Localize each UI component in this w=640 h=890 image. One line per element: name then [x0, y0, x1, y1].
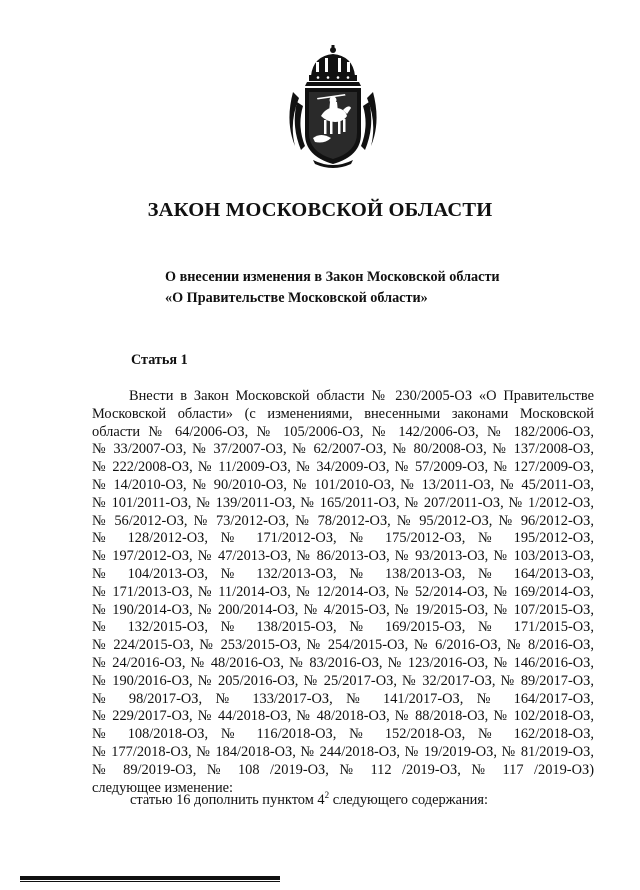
body-line: Московской области» (с изменениями, внесенными законами Московской: [92, 405, 594, 422]
body-line: № 33/2007-ОЗ, № 37/2007-ОЗ, № 62/2007-ОЗ, № 80/2008-ОЗ, № 137/2008-ОЗ,: [92, 441, 594, 458]
moscow-oblast-coat-of-arms-icon: [283, 42, 383, 170]
body-line: № 98/2017-ОЗ, № 133/2017-ОЗ, № 141/2017-ОЗ, № 164/2017-ОЗ,: [92, 690, 594, 707]
body-line: области № 64/2006-ОЗ, № 105/2006-ОЗ, № 142/2006-ОЗ, № 182/2006-ОЗ,: [92, 423, 594, 440]
body-line: № 222/2008-ОЗ, № 11/2009-ОЗ, № 34/2009-ОЗ, № 57/2009-ОЗ, № 127/2009-ОЗ,: [92, 459, 594, 476]
body-line: № 229/2017-ОЗ, № 44/2018-ОЗ, № 48/2018-ОЗ, № 88/2018-ОЗ, № 102/2018-ОЗ,: [92, 708, 594, 725]
subtitle-line-1: О внесении изменения в Закон Московской области: [165, 269, 500, 285]
body-line: № 132/2015-ОЗ, № 138/2015-ОЗ, № 169/2015-ОЗ, № 171/2015-ОЗ,: [92, 619, 594, 636]
article-body: [92, 388, 594, 797]
body-line: № 197/2012-ОЗ, № 47/2013-ОЗ, № 86/2013-ОЗ, № 93/2013-ОЗ, № 103/2013-ОЗ,: [92, 548, 594, 565]
body-line: № 171/2013-ОЗ, № 11/2014-ОЗ, № 12/2014-ОЗ, № 52/2014-ОЗ, № 169/2014-ОЗ,: [92, 583, 594, 600]
body-line: Внести в Закон Московской области № 230/2005-ОЗ «О Правительстве: [129, 388, 594, 404]
body-line: № 89/2019-ОЗ, № 108 /2019-ОЗ, № 112 /2019-ОЗ, № 117 /2019-ОЗ): [92, 761, 594, 778]
amendment-tail: следующего содержания:: [329, 791, 488, 808]
footer-rule: [20, 876, 280, 880]
body-line: № 190/2016-ОЗ, № 205/2016-ОЗ, № 25/2017-ОЗ, № 32/2017-ОЗ, № 89/2017-ОЗ,: [92, 672, 594, 689]
amendment-paragraph: [130, 790, 488, 809]
article-heading: Статья 1: [131, 352, 188, 368]
body-line: № 224/2015-ОЗ, № 253/2015-ОЗ, № 254/2015-ОЗ, № 6/2016-ОЗ, № 8/2016-ОЗ,: [92, 637, 594, 654]
body-line: № 101/2011-ОЗ, № 139/2011-ОЗ, № 165/2011-ОЗ, № 207/2011-ОЗ, № 1/2012-ОЗ,: [92, 494, 594, 511]
body-line: следующее изменение:: [92, 779, 234, 796]
law-subtitle: [165, 267, 605, 309]
body-line: № 14/2010-ОЗ, № 90/2010-ОЗ, № 101/2010-ОЗ, № 13/2011-ОЗ, № 45/2011-ОЗ,: [92, 476, 594, 493]
amendment-text: статью 16 дополнить пунктом 4: [130, 791, 325, 808]
amendment-superscript: 2: [324, 790, 330, 800]
body-line: № 128/2012-ОЗ, № 171/2012-ОЗ, № 175/2012-ОЗ, № 195/2012-ОЗ,: [92, 530, 594, 547]
document-title: ЗАКОН МОСКОВСКОЙ ОБЛАСТИ: [147, 199, 493, 221]
body-line: № 24/2016-ОЗ, № 48/2016-ОЗ, № 83/2016-ОЗ, № 123/2016-ОЗ, № 146/2016-ОЗ,: [92, 654, 594, 671]
footer-rule-thin: [20, 881, 280, 882]
body-line: № 190/2014-ОЗ, № 200/2014-ОЗ, № 4/2015-ОЗ, № 19/2015-ОЗ, № 107/2015-ОЗ,: [92, 601, 594, 618]
body-line: № 56/2012-ОЗ, № 73/2012-ОЗ, № 78/2012-ОЗ, № 95/2012-ОЗ, № 96/2012-ОЗ,: [92, 512, 594, 529]
subtitle-line-2: «О Правительстве Московской области»: [165, 290, 428, 306]
body-line: № 108/2018-ОЗ, № 116/2018-ОЗ, № 152/2018-ОЗ, № 162/2018-ОЗ,: [92, 726, 594, 743]
body-line: № 177/2018-ОЗ, № 184/2018-ОЗ, № 244/2018-ОЗ, № 19/2019-ОЗ, № 81/2019-ОЗ,: [92, 743, 594, 760]
body-line: № 104/2013-ОЗ, № 132/2013-ОЗ, № 138/2013-ОЗ, № 164/2013-ОЗ,: [92, 565, 594, 582]
